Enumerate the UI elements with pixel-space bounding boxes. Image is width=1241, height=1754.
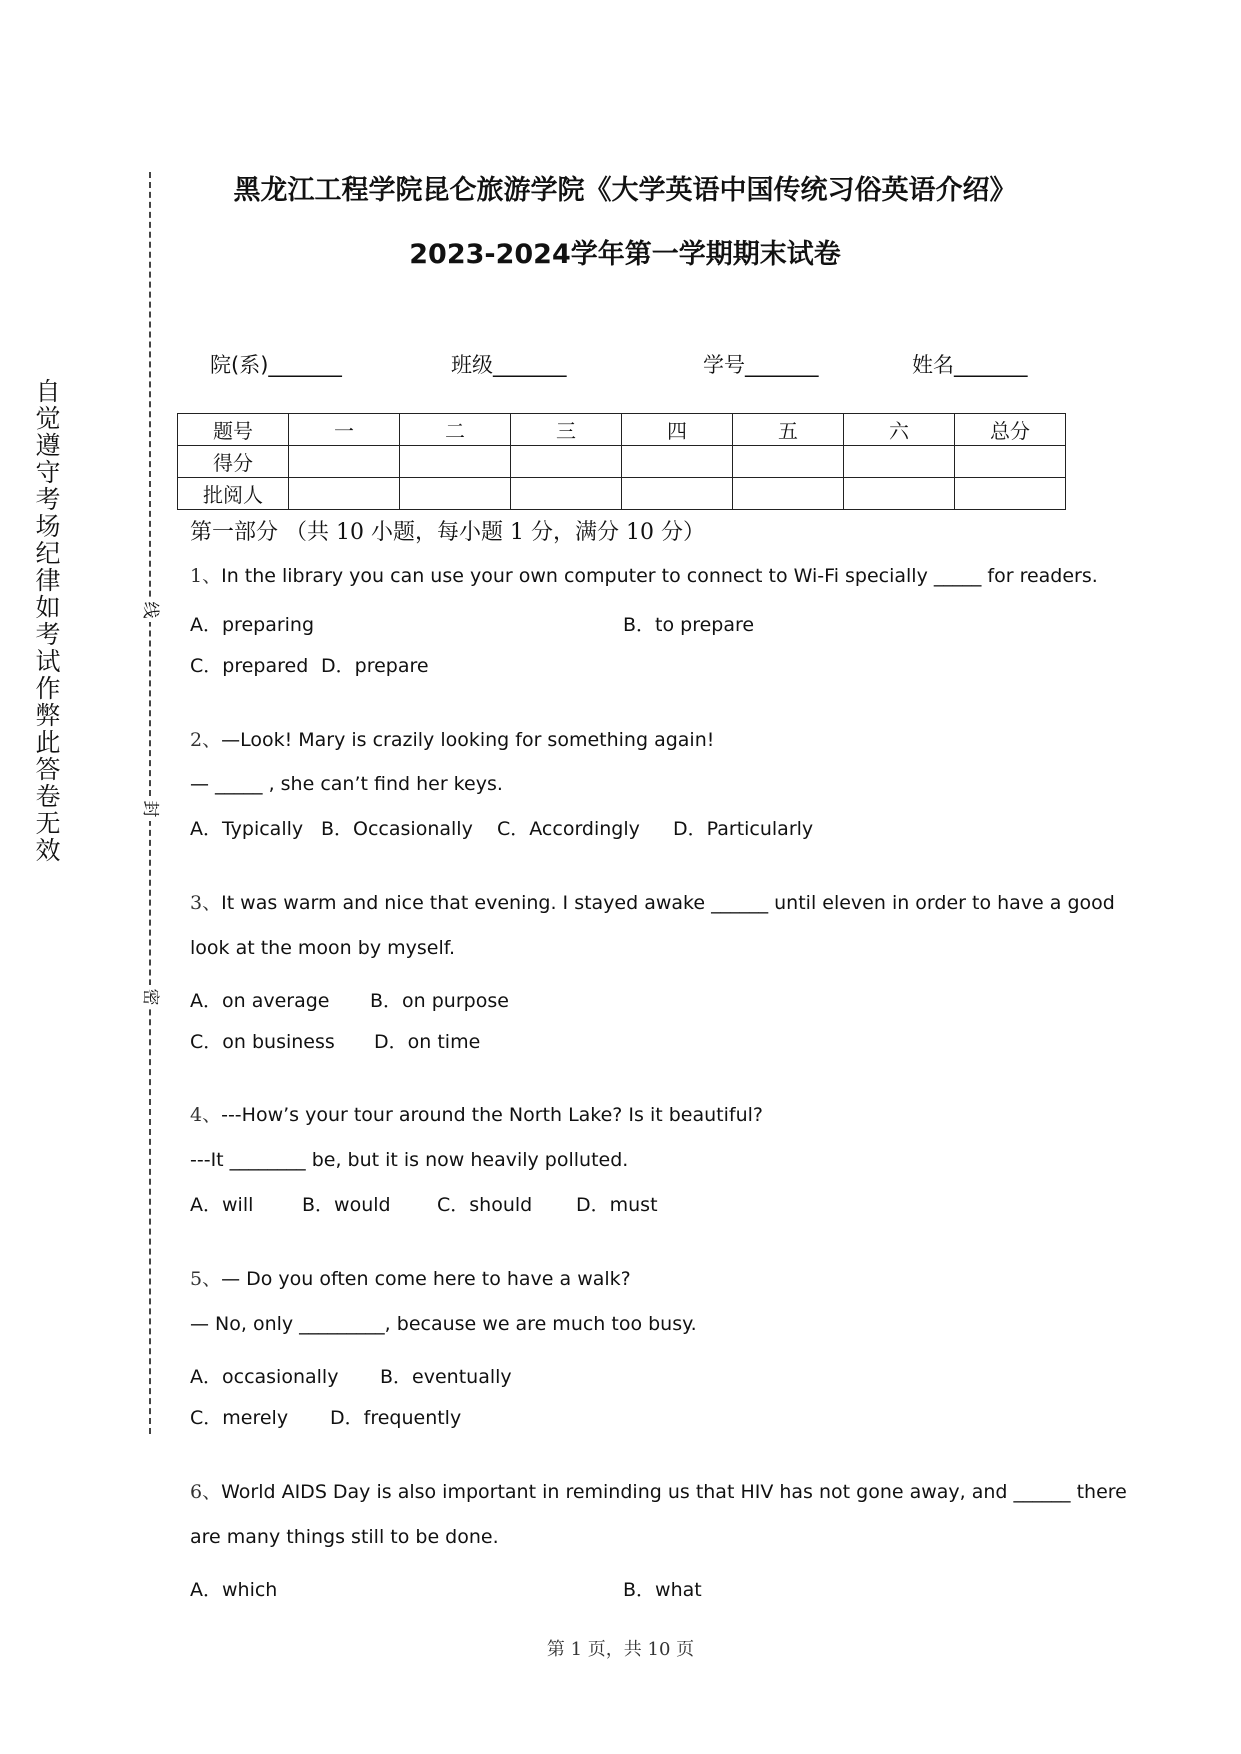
- row-label-grader: 批阅人: [178, 478, 289, 510]
- warning-char: 纪: [35, 539, 61, 568]
- warning-char: 弊: [35, 701, 61, 730]
- question-text-line: ---It ________ be, but it is now heavily polluted.: [190, 1149, 629, 1171]
- score-cell[interactable]: [844, 446, 955, 478]
- question-4: [190, 1100, 763, 1127]
- question-text-line: — No, only _________, because we are much too busy.: [190, 1313, 697, 1335]
- binding-seal-char: 封: [136, 797, 164, 821]
- section-header: 第一部分 （共 10 小题，每小题 1 分，满分 10 分）: [190, 520, 705, 545]
- question-text: World AIDS Day is also important in reminding us that HIV has not gone away, and ______ there: [221, 1481, 1127, 1503]
- score-cell[interactable]: [733, 446, 844, 478]
- option-c[interactable]: C．should: [437, 1194, 533, 1216]
- warning-char: 觉: [35, 404, 61, 433]
- question-number: 6、: [190, 1481, 222, 1503]
- question-1: [190, 561, 1098, 588]
- question-number: 2、: [190, 729, 222, 751]
- option-c[interactable]: C．on business: [190, 1031, 335, 1053]
- warning-char: 答: [35, 755, 61, 784]
- grader-cell[interactable]: [622, 478, 733, 510]
- option-c[interactable]: C．prepared: [190, 655, 309, 677]
- warning-char: 律: [35, 566, 61, 595]
- option-b[interactable]: B．eventually: [380, 1366, 512, 1388]
- score-cell[interactable]: [400, 446, 511, 478]
- option-d[interactable]: D．Particularly: [673, 818, 814, 840]
- warning-char: 考: [35, 485, 61, 514]
- table-header-cell: 一: [289, 414, 400, 446]
- question-number: 5、: [190, 1268, 222, 1290]
- class-field[interactable]: 班级_______: [451, 353, 567, 377]
- question-6: [190, 1477, 1127, 1504]
- row-label-score: 得分: [178, 446, 289, 478]
- question-number: 1、: [190, 565, 222, 587]
- warning-char: 场: [35, 512, 61, 541]
- score-cell[interactable]: [622, 446, 733, 478]
- page-footer: 第 1 页，共 10 页: [546, 1639, 695, 1660]
- table-header-cell: 三: [511, 414, 622, 446]
- warning-char: 卷: [35, 782, 61, 811]
- question-text: It was warm and nice that evening. I stayed awake ______ until eleven in order to have a good: [221, 892, 1115, 914]
- score-table: [177, 413, 1066, 510]
- option-b[interactable]: B．what: [623, 1579, 702, 1601]
- warning-char: 自: [35, 377, 61, 406]
- option-d[interactable]: D．must: [576, 1194, 658, 1216]
- score-cell[interactable]: [289, 446, 400, 478]
- student-info-row: [0, 349, 1241, 379]
- option-d[interactable]: D．on time: [374, 1031, 481, 1053]
- option-d[interactable]: D．frequently: [330, 1407, 462, 1429]
- exam-subtitle: 2023-2024学年第一学期期末试卷: [409, 239, 841, 270]
- table-header-cell: 六: [844, 414, 955, 446]
- score-table-row: [178, 446, 1066, 478]
- option-a[interactable]: A．occasionally: [190, 1366, 339, 1388]
- question-text: In the library you can use your own computer to connect to Wi-Fi specially _____ for readers.: [221, 565, 1098, 587]
- question-text: — Do you often come here to have a walk?: [221, 1268, 631, 1290]
- score-table-header-row: [178, 414, 1066, 446]
- grader-cell[interactable]: [844, 478, 955, 510]
- warning-char: 考: [35, 620, 61, 649]
- question-3: [190, 888, 1115, 915]
- option-a[interactable]: A．will: [190, 1194, 254, 1216]
- question-text-line: look at the moon by myself.: [190, 937, 456, 959]
- option-b[interactable]: B．to prepare: [623, 614, 755, 636]
- option-b[interactable]: B．would: [302, 1194, 391, 1216]
- binding-seal-char: 线: [136, 598, 164, 622]
- grader-cell[interactable]: [955, 478, 1066, 510]
- grader-cell[interactable]: [400, 478, 511, 510]
- option-b[interactable]: B．on purpose: [370, 990, 509, 1012]
- option-b[interactable]: B．Occasionally: [321, 818, 473, 840]
- option-a[interactable]: A．which: [190, 1579, 278, 1601]
- warning-char: 遵: [35, 431, 61, 460]
- binding-seal-char: 密: [136, 985, 164, 1009]
- table-header-cell: 二: [400, 414, 511, 446]
- option-a[interactable]: A．preparing: [190, 614, 315, 636]
- table-header-cell: 题号: [178, 414, 289, 446]
- warning-char: 无: [35, 809, 61, 838]
- exam-title: 黑龙江工程学院昆仑旅游学院《大学英语中国传统习俗英语介绍》: [233, 175, 1017, 206]
- grader-cell[interactable]: [511, 478, 622, 510]
- option-a[interactable]: A．Typically: [190, 818, 304, 840]
- table-header-cell: 四: [622, 414, 733, 446]
- option-a[interactable]: A．on average: [190, 990, 330, 1012]
- question-text-line: — _____ , she can’t find her keys.: [190, 773, 503, 795]
- department-field[interactable]: 院(系)_______: [210, 353, 342, 377]
- warning-char: 作: [35, 674, 61, 703]
- option-c[interactable]: C．merely: [190, 1407, 289, 1429]
- question-number: 4、: [190, 1104, 222, 1126]
- option-d[interactable]: D．prepare: [321, 655, 429, 677]
- grader-cell[interactable]: [289, 478, 400, 510]
- warning-char: 试: [35, 647, 61, 676]
- question-2: [190, 725, 714, 752]
- question-text: ---How’s your tour around the North Lake? Is it beautiful?: [221, 1104, 764, 1126]
- student-id-field[interactable]: 学号_______: [703, 353, 819, 377]
- score-cell[interactable]: [955, 446, 1066, 478]
- score-cell[interactable]: [511, 446, 622, 478]
- table-header-cell: 五: [733, 414, 844, 446]
- question-text: —Look! Mary is crazily looking for something again!: [221, 729, 715, 751]
- score-table-row: [178, 478, 1066, 510]
- question-5: [190, 1264, 631, 1291]
- warning-char: 效: [35, 836, 61, 865]
- question-text-line: are many things still to be done.: [190, 1526, 499, 1548]
- name-field[interactable]: 姓名_______: [912, 353, 1028, 377]
- warning-char: 此: [35, 728, 61, 757]
- question-number: 3、: [190, 892, 222, 914]
- grader-cell[interactable]: [733, 478, 844, 510]
- binding-warning: [30, 378, 66, 864]
- warning-char: 守: [35, 458, 61, 487]
- option-c[interactable]: C．Accordingly: [497, 818, 640, 840]
- warning-char: 如: [35, 593, 61, 622]
- table-header-cell: 总分: [955, 414, 1066, 446]
